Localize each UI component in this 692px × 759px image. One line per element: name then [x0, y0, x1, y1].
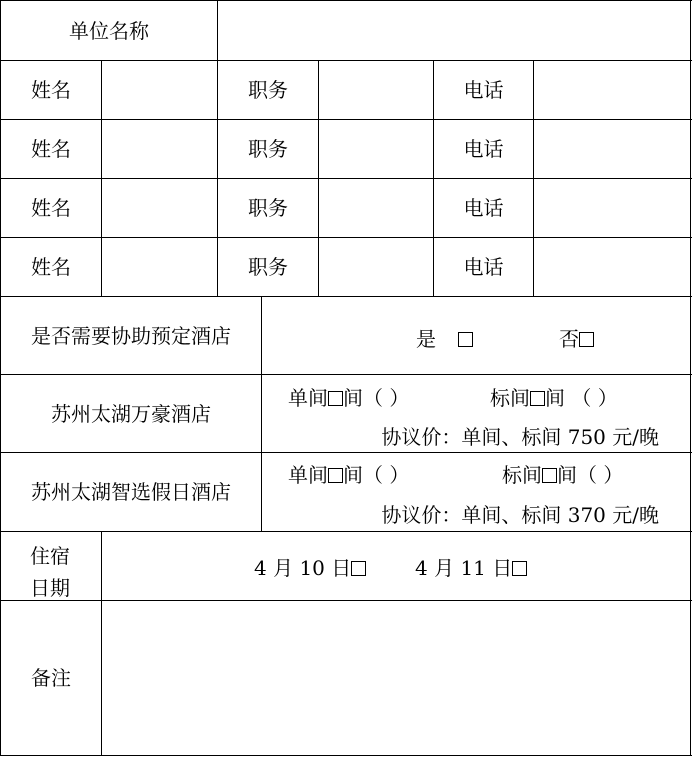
stay-date-label: [30, 540, 70, 604]
contact-phone-field[interactable]: [534, 61, 690, 119]
single-room-label: 单间: [288, 386, 328, 410]
contact-name-label: 姓名: [31, 137, 71, 161]
checkbox-icon[interactable]: [458, 332, 473, 347]
assist-yes-option[interactable]: [416, 329, 473, 349]
grid-line: [0, 531, 692, 532]
contact-phone-label: 电话: [463, 196, 504, 220]
contact-title-label: 职务: [248, 255, 288, 279]
contact-title-field[interactable]: [319, 238, 433, 296]
contact-name-label: 姓名: [31, 78, 71, 102]
hotel-price: 协议价：单间、标间 370 元/晚: [381, 503, 659, 527]
unit-name-field[interactable]: [218, 1, 690, 60]
grid-line: [690, 0, 691, 756]
contact-name-label: 姓名: [31, 255, 71, 279]
contact-phone-label: 电话: [463, 137, 504, 161]
assist-question-label: 是否需要协助预定酒店: [31, 323, 231, 348]
grid-line: [0, 755, 692, 756]
contact-phone-field[interactable]: [534, 179, 690, 237]
stay-date-option-1[interactable]: [254, 558, 366, 578]
stay-date-label-line1: 住宿: [30, 544, 70, 568]
hotel-name: 苏州太湖智选假日酒店: [31, 480, 231, 504]
remarks-field[interactable]: [102, 601, 690, 755]
remarks-label: 备注: [31, 666, 71, 690]
hotel-price: 协议价：单间、标间 750 元/晚: [381, 425, 659, 449]
checkbox-icon[interactable]: [328, 391, 343, 406]
assist-no-option[interactable]: [559, 329, 594, 349]
checkbox-icon[interactable]: [351, 561, 366, 576]
hotel-single-room[interactable]: [288, 388, 409, 408]
single-room-count: 间（ ）: [343, 463, 410, 487]
contact-title-label: 职务: [248, 137, 288, 161]
stay-date-text: 4 月 11 日: [415, 556, 513, 580]
grid-line: [261, 296, 262, 532]
contact-phone-field[interactable]: [534, 238, 690, 296]
contact-title-label: 职务: [248, 78, 288, 102]
contact-name-field[interactable]: [102, 179, 217, 237]
twin-room-label: 标间: [502, 463, 542, 487]
contact-title-field[interactable]: [319, 61, 433, 119]
checkbox-icon[interactable]: [512, 561, 527, 576]
single-room-count: 间（ ）: [343, 386, 410, 410]
contact-phone-label: 电话: [463, 255, 504, 279]
checkbox-icon[interactable]: [579, 332, 594, 347]
contact-phone-label: 电话: [463, 78, 504, 102]
single-room-label: 单间: [288, 463, 328, 487]
contact-name-label: 姓名: [31, 196, 71, 220]
hotel-name: 苏州太湖万豪酒店: [51, 401, 211, 426]
hotel-twin-room[interactable]: [502, 465, 623, 485]
assist-no-label: 否: [559, 327, 579, 351]
stay-date-label-line2: 日期: [30, 576, 70, 600]
hotel-single-room[interactable]: [288, 465, 409, 485]
contact-name-field[interactable]: [102, 61, 217, 119]
contact-name-field[interactable]: [102, 120, 217, 178]
checkbox-icon[interactable]: [328, 468, 343, 483]
twin-room-count: 间 （ ）: [545, 386, 618, 410]
assist-yes-label: 是: [416, 327, 436, 351]
contact-title-field[interactable]: [319, 179, 433, 237]
contact-title-field[interactable]: [319, 120, 433, 178]
checkbox-icon[interactable]: [530, 391, 545, 406]
checkbox-icon[interactable]: [542, 468, 557, 483]
twin-room-label: 标间: [490, 386, 530, 410]
stay-date-option-2[interactable]: [415, 558, 527, 578]
contact-title-label: 职务: [248, 196, 288, 220]
twin-room-count: 间（ ）: [557, 463, 624, 487]
contact-phone-field[interactable]: [534, 120, 690, 178]
unit-name-label: 单位名称: [69, 18, 149, 43]
contact-name-field[interactable]: [102, 238, 217, 296]
hotel-twin-room[interactable]: [490, 388, 618, 408]
stay-date-text: 4 月 10 日: [254, 556, 352, 580]
